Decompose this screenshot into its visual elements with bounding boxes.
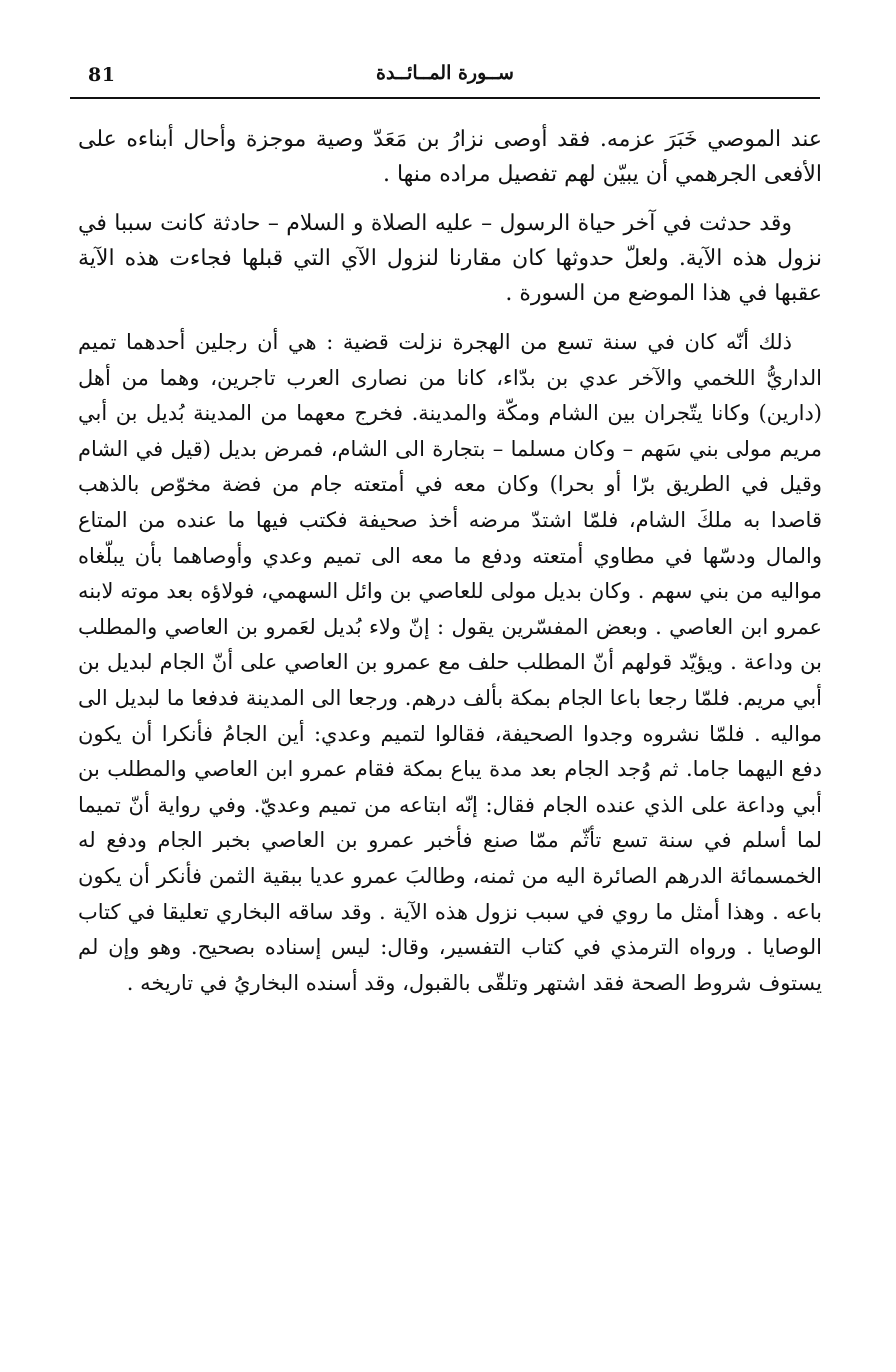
body-text xyxy=(78,122,822,1001)
running-title: ســورة المــائــدة xyxy=(376,62,514,84)
page-header xyxy=(70,58,820,94)
paragraph-2: وقد حدثت في آخر حياة الرسول – عليه الصلاة و السلام – حادثة كانت سببا في نزول هذه الآية. ولعلّ حدوثها كان مقارنا لنزول الآي التي قبلها فجاءت هذه الآية عقبها في هذا الموضع من السورة . xyxy=(78,211,822,306)
page-number: 81 xyxy=(88,64,116,86)
paragraph-3: ذلك أنّه كان في سنة تسع من الهجرة نزلت قضية : هي أن رجلين أحدهما تميم الداريُّ اللخمي والآخر عدي بن بدّاء، كانا من نصارى العرب تاجرين، وهما من أهل (دارين) وكانا يتّجران بين الشام ومكّة والمدينة. فخرج معهما من المدينة بُديل بن أبي مريم مولى بني سَهم – وكان مسلما – بتجارة الى الشام، فمرض بديل (قيل في الشام وقيل في الطريق برّا أو بحرا) وكان معه في أمتعته جام من فضة مخوّص بالذهب قاصدا به ملكَ الشام، فلمّا اشتدّ مرضه أخذ صحيفة فكتب فيها ما عنده من المتاع والمال ودسّها في مطاوي أمتعته ودفع ما معه الى تميم وعدي وأوصاهما بأن يبلّغاه مواليه من بني سهم . وكان بديل مولى للعاصي بن وائل السهمي، فولاؤه بعد موته لابنه عمرو ابن العاصي . وبعض المفسّرين يقول : إنّ ولاء بُديل لعَمرو بن العاصي والمطلب بن وداعة . ويؤيّد قولهم أنّ المطلب حلف مع عمرو بن العاصي على أنّ الجام لبديل بن أبي مريم. فلمّا رجعا باعا الجام بمكة بألف درهم. ورجعا الى المدينة فدفعا ما لبديل الى مواليه . فلمّا نشروه وجدوا الصحيفة، فقالوا لتميم وعدي: أين الجامُ فأنكرا أن يكون دفع اليهما جاما. ثم وُجد الجام بعد مدة يباع بمكة فقام عمرو ابن العاصي والمطلب بن أبي وداعة على الذي عنده الجام فقال: إنّه ابتاعه من تميم وعديّ. وفي رواية أنّ تميما لما أسلم في سنة تسع تأثّم ممّا صنع فأخبر عمرو بن العاصي بخبر الجام ودفع له الخمسمائة الدرهم الصائرة اليه من ثمنه، وطالبَ عمرو عديا ببقية الثمن فأنكر أن يكون باعه . وهذا أمثل ما روي في سبب نزول هذه الآية . وقد ساقه البخاري تعليقا في كتاب الوصايا . ورواه الترمذي في كتاب التفسير، وقال: ليس إسناده بصحيح. وهو وإن لم يستوف شروط الصحة فقد اشتهر وتلقّى بالقبول، وقد أسنده البخاريُ في تاريخه . xyxy=(78,330,822,995)
paragraph-1: عند الموصي خَبَرَ عزمه. فقد أوصى نزارُ بن مَعَدّ وصية موجزة وأحال أبناءه على الأفعى الجرهمي أن يبيّن لهم تفصيل مراده منها . xyxy=(78,127,822,187)
header-rule xyxy=(70,97,820,99)
